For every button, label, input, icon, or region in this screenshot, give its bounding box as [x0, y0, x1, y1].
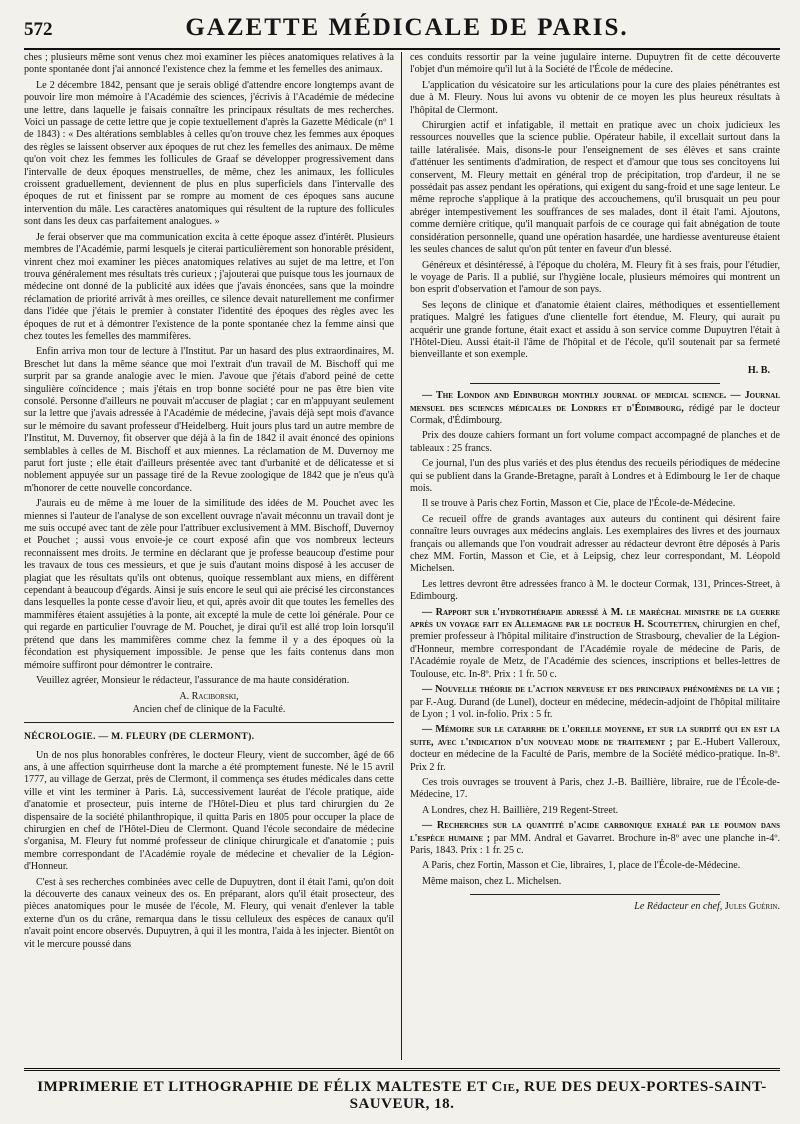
paragraph: Ses leçons de clinique et d'anatomie étaient claires, méthodiques et essentiellement pratiques. Malgré les fatigues d'une clientelle fort étendue, M. Fleury, qui aurait pu acquérir une grande fortune, était exact et assidu à son service comme Dupuytren l'était à l'Hôtel-Dieu. Aussi était-il l'âme de l'hôpital et de l'école, qu'il soutenait par sa fermeté bienveillante et son exemple.: [410, 299, 780, 361]
paragraph: Le 2 décembre 1842, pensant que je serais obligé d'attendre encore longtemps avant de pouvoir lire mon mémoire à l'Académie des sciences, j'écrivis à l'Académie de médecine une lettre, dans laquelle je faisais connaître les principaux résultats de mes recherches. Voici un passage de cette lettre que je copie textuellement d'après la Gazette Médicale (nº 1 de 1843) : « Des altérations semblables à celles qu'on trouve chez les femmes aux époques des règles se laissent observer aux époques de rut chez les femelles des animaux. De même qu'on voit chez les femmes les follicules de Graaf se développer progressivement dans l'intervalle de deux époques menstruelles, de même, chez les animaux, les follicules croissent graduellement, deviennent de plus en plus superficiels dans l'intervalle des époques de rut et finissent par se rompre au moment de ces époques sans aucune intervention du mâle. Les caractères anatomiques qui résultent de la rupture des follicules sont dans les deux cas parfaitement analogues. »: [24, 79, 394, 228]
paragraph: Un de nos plus honorables confrères, le docteur Fleury, vient de succomber, âgé de 66 ans, à une affection squirrheuse dont la marche a été promptement funeste. Né le 15 avril 1777, au village de Gerzat, près de Clermont, il commença ses études médicales dans cette ville et vint les terminer à Paris. Là, successivement lauréat de l'école pratique, aide d'anatomie et prosecteur, puis interne de l'Hôtel-Dieu et plus tard chirurgien du 2e dispensaire de la société philanthropique, il quitta Paris en 1805 pour occuper la place de chirurgien en chef de l'Hôtel-Dieu de Clermont. Quand l'école secondaire de médecine s'organisa, M. Fleury fut nommé professeur de clinique chirurgicale et d'anatomie ; puis membre correspondant de l'Académie royale de médecine et chevalier de la Légion-d'Honneur.: [24, 749, 394, 873]
entry-text: par E.-Hubert Valleroux, docteur en médecine de la Faculté de Paris, membre de la Société médico-pratique. In-8º. Prix 2 fr.: [410, 736, 780, 773]
editor-signature: [410, 901, 780, 913]
paragraph: Généreux et désintéressé, à l'époque du choléra, M. Fleury fit à ses frais, pour l'étudier, le voyage de Paris. Il a publié, sur l'hygiène locale, plusieurs mémoires qui montrent un bon esprit d'observation et l'amour de son pays.: [410, 259, 780, 296]
section-divider: [24, 722, 394, 723]
entry-title: — Nouvelle théorie de l'action nerveuse et des principaux phénomènes de la vie ;: [422, 684, 780, 696]
entry-text: chirurgien en chef, premier professeur à l'hôpital militaire d'instruction de Strasbourg, chevalier de la Légion-d'Honneur, membre correspondant de l'Académie royale de médecine de Paris, de l'Académie royale de Metz, de l'Académie des sciences, inscriptions et belles-lettres de Toulouse, etc. In-8º. Prix : 1 fr. 50 c.: [410, 619, 780, 680]
bibliography-entry: [410, 607, 780, 681]
bibliography-entry: [410, 390, 780, 427]
editor-name: Jules Guérin.: [724, 901, 780, 913]
bibliography-entry: [410, 820, 780, 857]
paragraph: A Londres, chez H. Baillière, 219 Regent-Street.: [422, 804, 619, 816]
bibliography-entry: [410, 684, 780, 721]
entry-title: — Rapport sur l'hydrothérapie adressé à M. le maréchal ministre de la guerre après un voyage fait en Allemagne par le docteur H. Scoutetten,: [410, 606, 780, 631]
column-divider: [401, 52, 402, 1060]
paragraph: C'est à ses recherches combinées avec celle de Dupuytren, dont il était l'ami, qu'on doit la découverte des canaux veineux des os. En préparant, alors qu'il était prosecteur, des pièces anatomiques pour le musée de l'école, M. Fleury, qui venait d'enlever la table externe d'un os du crâne, remarqua dans le tissu celluleux des espèces de canaux qu'il n'avait point encore observés. Dupuytren, à qui il les montra, l'aida à les injecter. Bientôt on vit le mercure poussé dans: [24, 876, 394, 950]
entry-title: — The London and Edinburgh monthly journal of medical science. — Journal mensuel des sciences médicales de Londres et d'Édimbourg,: [410, 390, 780, 414]
page-number: 572: [24, 19, 53, 40]
paragraph: Ce recueil offre de grands avantages aux auteurs du continent qui désirent faire connaître leurs ouvrages aux médecins anglais. Les exemplaires des livres et des journaux français ou allemands que l'on voudrait adresser au rédacteur devront être déposés à Paris chez MM. Fortin, Masson et Cie, et à Leipsig, chez leur correspondant, M. Léopold Michelsen.: [410, 513, 780, 575]
paragraph: Les lettres devront être adressées franco à M. le docteur Cormak, 131, Princes-Street, à Edimbourg.: [410, 578, 780, 603]
paragraph: Prix des douze cahiers formant un fort volume compact accompagné de planches et de tableaux : 25 francs.: [410, 430, 780, 454]
paragraph: Chirurgien actif et infatigable, il mettait en pratique avec un choix judicieux les ressources nouvelles que la science publie. Opérateur habile, il excellait surtout dans la taille latéralisée. Mais, disons-le pour l'enseignement de ses élèves et sans crainte d'atténuer les sentiments d'admiration, de respect et d'amour que tous ses concitoyens lui conservent, M. Fleury mettait en général trop de précipitation, trop d'ardeur, il ne se possédait pas assez pendant les opérations, qui exigent du sang-froid et une sage lenteur. Le même reproche s'applique à la pratique des accouchemens, qu'il brusquait un peu pour abréger intempestivement les souffrances de ses malades, dont il était l'ami. Ajoutons, comme dernière critique, qu'il manquait parfois de ce courage qui fait abnégation de toute considération personnelle, quand une opération hasardée, une hardiesse aventureuse étaient les seules chances de salut qu'on pût tenter en faveur d'un blessé.: [410, 120, 780, 256]
entry-title: — Recherches sur la quantité d'acide carbonique exhalé par le poumon dans l'espèce humaine ;: [410, 820, 780, 844]
paragraph: Enfin arriva mon tour de lecture à l'Institut. Par un hasard des plus extraordinaires, M. Breschet lut dans la même séance que moi l'extrait d'un travail de M. Bischoff qui me surprit par sa grande analogie avec le mien. J'avoue que j'étais d'abord peiné de cette singulière coïncidence ; mais j'étais en trop bonne société pour ne pas être bien vite consolé. Personne d'ailleurs ne pouvait m'accuser de plagiat ; car en m'appuyant seulement sur la lettre que j'avais adressée à l'Académie de médecine, j'avais déjà sept mois d'avance sur le mémoire du savant professeur d'Heidelberg. Huit jours plus tard un autre membre de l'Institut, M. Duvernoy, fit observer que déjà à la fin de 1842 il avait énoncé des opinions semblables à celles de M. Bischoff et aux miennes. La réclamation de M. Duvernoy me parut fort juste ; elle était d'ailleurs présentée avec tant d'urbanité et de délicatesse et si noblement appuyée sur un passage tiré de la Revue zoologique de 1842 que je n'eus qu'à m'honorer de cette nouvelle concordance.: [24, 346, 394, 494]
section-divider: [470, 894, 720, 895]
entry-text: rédigé par le docteur Cormak, d'Édimbourg.: [410, 402, 780, 426]
signature-name: A. Raciborski,: [179, 691, 239, 703]
entry-text: par F.-Aug. Durand (de Lunel), docteur en médecine, médecin-adjoint de l'hôpital militaire de Lyon ; 1 vol. in-folio. Prix : 5 fr.: [410, 696, 780, 720]
paragraph: ces conduits ressortir par la veine jugulaire interne. Dupuytren fit de cette découverte l'objet d'un mémoire qu'il lut à la Société de l'École de médecine.: [410, 52, 780, 76]
editor-label: Le Rédacteur en chef,: [634, 901, 723, 913]
printer-imprint: IMPRIMERIE ET LITHOGRAPHIE DE FÉLIX MALTESTE ET Cie, RUE DES DEUX-PORTES-SAINT-SAUVEUR, 18.: [24, 1068, 780, 1113]
paragraph: Même maison, chez L. Michelsen.: [422, 875, 562, 887]
entry-title: — Mémoire sur le catarrhe de l'oreille moyenne, et sur la surdité qui en est la suite, avec l'indication d'un nouveau mode de traitement ;: [410, 724, 780, 748]
paragraph: A Paris, chez Fortin, Masson et Cie, libraires, 1, place de l'École-de-Médecine.: [422, 860, 741, 872]
paragraph: ches ; plusieurs même sont venus chez moi examiner les pièces anatomiques relatives à la ponte spontanée dont j'ai annoncé l'existence chez la femme et les femelles des animaux.: [24, 52, 394, 76]
signature-role: Ancien chef de clinique de la Faculté.: [132, 703, 286, 715]
paragraph: L'application du vésicatoire sur les articulations pour la cure des plaies pénétrantes est due à M. Fleury. Nous lui avons vu obtenir de ce moyen les plus heureux résultats à l'hôpital de Clermont.: [410, 79, 780, 116]
paragraph: Veuillez agréer, Monsieur le rédacteur, l'assurance de ma haute considération.: [36, 674, 350, 686]
left-column: [24, 52, 394, 1060]
necrology-title: NÉCROLOGIE. — M. FLEURY (DE CLERMONT).: [24, 731, 255, 743]
right-column: [410, 52, 780, 1060]
paragraph: Ce journal, l'un des plus variés et des plus étendus des recueils périodiques de médecine qui se publient dans la Grande-Bretagne, paraît à Londres et à Edimbourg le 1er de chaque mois.: [410, 458, 780, 494]
paragraph: Il se trouve à Paris chez Fortin, Masson et Cie, place de l'École-de-Médecine.: [422, 498, 736, 510]
publication-title: GAZETTE MÉDICALE DE PARIS.: [185, 14, 629, 41]
author-initials: H. B.: [747, 364, 770, 376]
bibliography-entry: [410, 724, 780, 774]
article-columns: [24, 52, 780, 1060]
paragraph: Ces trois ouvrages se trouvent à Paris, chez J.-B. Baillière, libraire, rue de l'École-de-Médecine, 17.: [410, 776, 780, 801]
letter-signature: [24, 691, 394, 716]
paragraph: Je ferai observer que ma communication excita à cette époque assez d'intérêt. Plusieurs membres de l'Académie, parmi lesquels je citerai particulièrement son honorable président, vinrent chez moi examiner les pièces anatomiques relatives au sujet de ma lettre, et l'on trouva généralement mes résultats très curieux ; j'ajouterai que puisque tous les journaux de médecine ont donné de la publicité aux idées que j'avais énoncées, sans que la moindre réclamation de priorité arrivât à mes oreilles, ce silence devait naturellement me confirmer dans l'idée que j'étais le premier à constater l'identité des époques des règles avec les époques de rut et à démontrer l'existence de la ponte spontanée chez la femme ainsi que chez toutes les femelles des mammifères.: [24, 231, 394, 342]
paragraph: J'aurais eu de même à me louer de la similitude des idées de M. Pouchet avec les miennes si l'auteur de l'analyse de son excellent ouvrage n'avait méconnu un travail dont je me suis occupé avec tant de zèle pour l'attribuer exclusivement à MM. Bischoff, Duvernoy et Pouchet ; aussi vous envoie-je ce court exposé afin que vos nombreux lecteurs reconnaissent mes droits. Je termine en déclarant que je professe beaucoup d'estime pour les travaux de tous ces messieurs, et que je suis d'autant moins disposé à les accuser de plagiat que les résultats qu'ils ont obtenus, quoique ressemblant aux miens, en diffèrent cependant à beaucoup d'égards. Ainsi je suis encore le seul qui aie précisé les circonstances dans lesquelles la ponte cesse d'avoir lieu, et qui, après avoir dit que toutes les femelles des mammifères étaient assujéties à la ponte, ait excepté la mule de cette loi générale. Pour ce qui regarde en particulier l'ouvrage de M. Pouchet, je dirai qu'il est allé trop loin lorsqu'il prétend que dans les mammifères comme chez la femme il y a des époques où la fécondation est physiquement impossible. Je pense que les faits contenus dans mon mémoire suffiront pour démontrer le contraire.: [24, 498, 394, 671]
section-divider: [470, 383, 720, 384]
masthead: [24, 14, 780, 50]
entry-text: par MM. Andral et Gavarret. Brochure in-8º avec une planche in-4º. Paris, 1843. Prix : 1 fr. 25 c.: [410, 832, 780, 856]
